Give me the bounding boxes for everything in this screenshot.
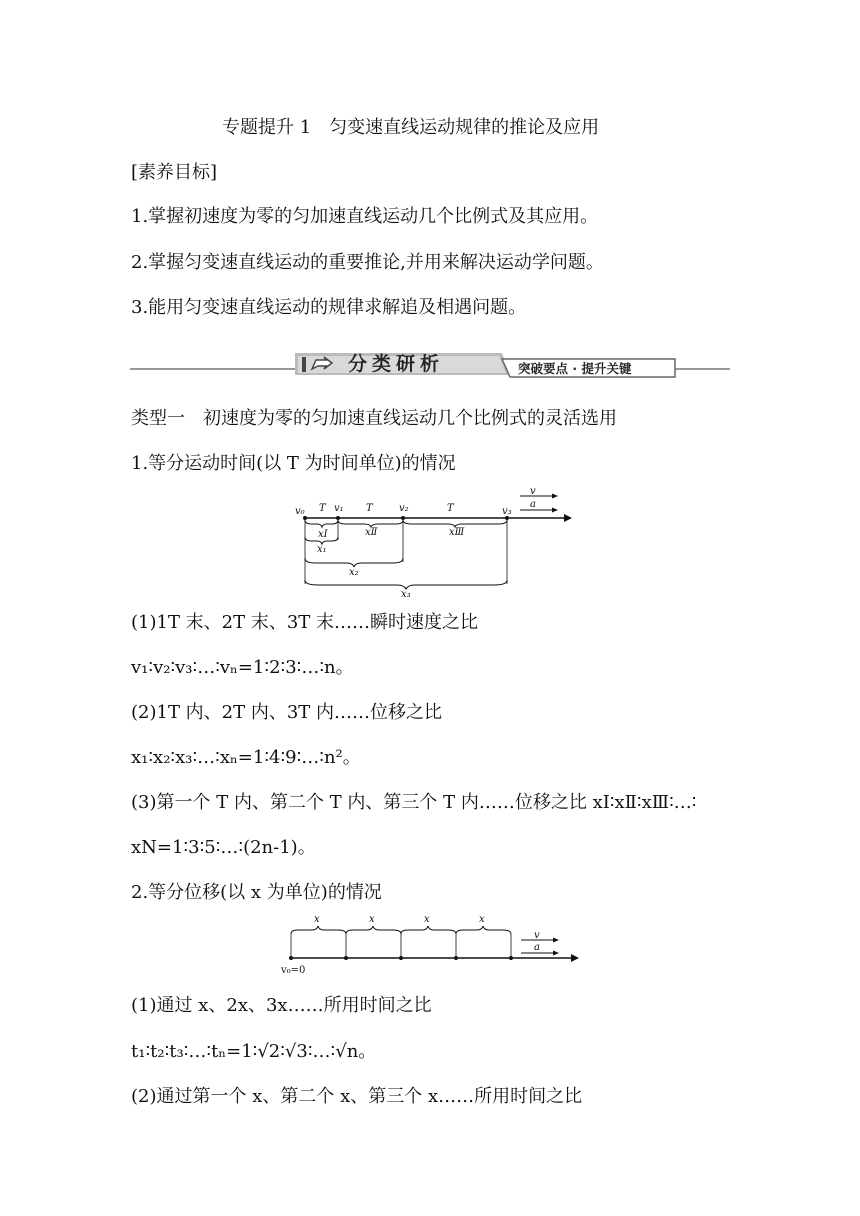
sec2-title: 2.等分位移(以 x 为单位)的情况 <box>131 882 382 903</box>
x-label: x <box>369 914 375 925</box>
x3-label: x₃ <box>401 589 411 599</box>
T-label: T <box>319 503 326 514</box>
x1-label: x₁ <box>317 544 327 555</box>
x-label: x <box>314 914 320 925</box>
p2-formula: x₁∶x₂∶x₃∶…∶xₙ=1∶4∶9∶…∶n²。 <box>131 747 361 768</box>
xI-label: xⅠ <box>318 529 328 540</box>
x-label: x <box>479 914 485 925</box>
p3-formula: xN=1∶3∶5∶…∶(2n-1)。 <box>131 837 316 858</box>
x-label: x <box>424 914 430 925</box>
p2-label: (2)1T 内、2T 内、3T 内……位移之比 <box>131 702 443 723</box>
goals-header: [素养目标] <box>131 162 218 183</box>
type1-title: 类型一 初速度为零的匀加速直线运动几个比例式的灵活选用 <box>131 408 617 429</box>
banner-main: 分类研析 <box>348 353 445 375</box>
xIII-label: xⅢ <box>449 527 465 538</box>
v0-label: v₀=0 <box>281 965 306 976</box>
time-interval-diagram <box>290 487 580 599</box>
v1-label: v₁ <box>334 503 344 514</box>
p1-formula: v₁∶v₂∶v₃∶…∶vₙ=1∶2∶3∶…∶n。 <box>131 657 354 678</box>
goal-item: 3.能用匀变速直线运动的规律求解追及相遇问题。 <box>131 297 527 318</box>
banner-sub: 突破要点 · 提升关键 <box>518 361 632 376</box>
v-label: v <box>534 930 540 941</box>
x2-label: x₂ <box>349 567 359 578</box>
v3-label: v₃ <box>502 506 512 517</box>
p3-label: (3)第一个 T 内、第二个 T 内、第三个 T 内……位移之比 xⅠ∶xⅡ∶xⅢ∶…∶ <box>131 792 697 813</box>
xII-label: xⅡ <box>365 527 378 538</box>
displacement-interval-diagram <box>276 912 586 976</box>
q1-label: (1)通过 x、2x、3x……所用时间之比 <box>131 995 432 1016</box>
section-banner <box>130 347 730 381</box>
goal-item: 1.掌握初速度为零的匀加速直线运动几个比例式及其应用。 <box>131 206 599 227</box>
T-label: T <box>447 503 454 514</box>
v0-label: v₀ <box>295 506 305 517</box>
q2-label: (2)通过第一个 x、第二个 x、第三个 x……所用时间之比 <box>131 1086 583 1107</box>
a-label: a <box>530 499 536 510</box>
v-label: v <box>530 487 536 497</box>
goal-item: 2.掌握匀变速直线运动的重要推论,并用来解决运动学问题。 <box>131 252 604 273</box>
p1-label: (1)1T 末、2T 末、3T 末……瞬时速度之比 <box>131 612 479 633</box>
sec1-title: 1.等分运动时间(以 T 为时间单位)的情况 <box>131 453 456 474</box>
page-title: 专题提升 1 匀变速直线运动规律的推论及应用 <box>222 117 600 138</box>
a-label: a <box>534 942 540 953</box>
q1-formula: t₁∶t₂∶t₃∶…∶tₙ=1∶√2∶√3∶…∶√n。 <box>131 1041 377 1062</box>
T-label: T <box>366 503 373 514</box>
v2-label: v₂ <box>399 503 409 514</box>
